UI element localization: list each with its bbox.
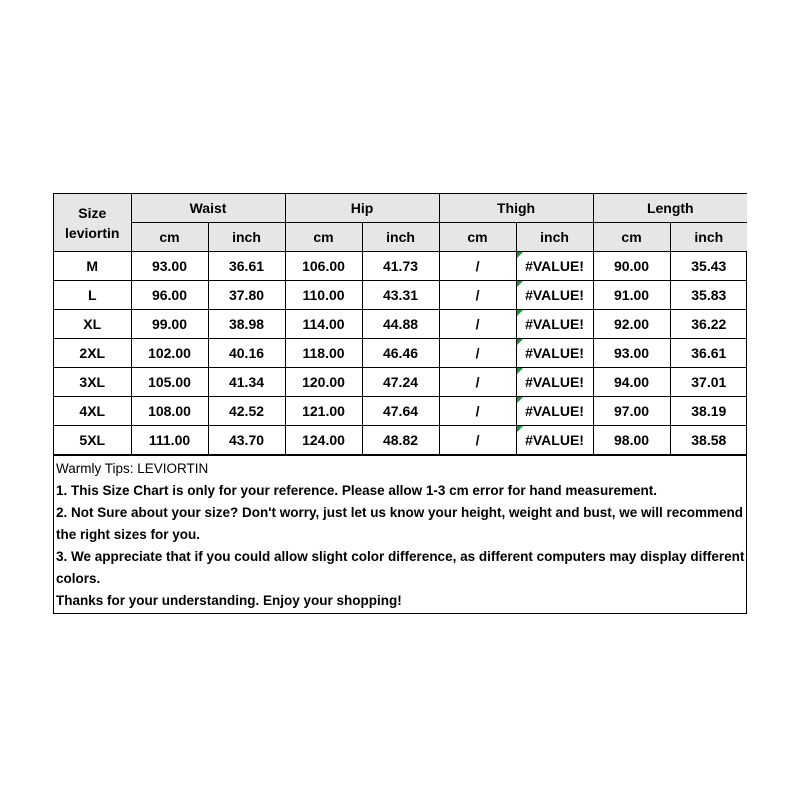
thigh-inch-cell: #VALUE! xyxy=(516,426,593,455)
header-group-row xyxy=(54,194,747,223)
thigh-inch-cell: #VALUE! xyxy=(516,310,593,339)
waist-cm-cell: 111.00 xyxy=(131,426,208,455)
header-unit-row xyxy=(54,223,747,252)
waist-inch-cell: 42.52 xyxy=(208,397,285,426)
length-inch-cell: 38.19 xyxy=(670,397,747,426)
length-cm-cell: 91.00 xyxy=(593,281,670,310)
unit-header-hip-cm: cm xyxy=(285,223,362,252)
size-cell: 4XL xyxy=(54,397,131,426)
waist-cm-cell: 96.00 xyxy=(131,281,208,310)
tips-section xyxy=(54,455,746,613)
table-row xyxy=(54,281,747,310)
thigh-inch-cell: #VALUE! xyxy=(516,281,593,310)
group-header-length: Length xyxy=(593,194,747,223)
thigh-cm-cell: / xyxy=(439,368,516,397)
thigh-cm-cell: / xyxy=(439,339,516,368)
tips-title: Warmly Tips: LEVIORTIN xyxy=(56,461,209,476)
waist-inch-cell: 38.98 xyxy=(208,310,285,339)
waist-cm-cell: 105.00 xyxy=(131,368,208,397)
hip-inch-cell: 44.88 xyxy=(362,310,439,339)
hip-inch-cell: 41.73 xyxy=(362,252,439,281)
size-chart xyxy=(53,193,747,614)
length-inch-cell: 35.43 xyxy=(670,252,747,281)
table-row xyxy=(54,426,747,455)
hip-cm-cell: 106.00 xyxy=(285,252,362,281)
unit-header-waist-inch: inch xyxy=(208,223,285,252)
waist-inch-cell: 36.61 xyxy=(208,252,285,281)
waist-inch-cell: 43.70 xyxy=(208,426,285,455)
unit-header-hip-inch: inch xyxy=(362,223,439,252)
group-header-hip: Hip xyxy=(285,194,439,223)
size-cell: M xyxy=(54,252,131,281)
tip-line-3: 3. We appreciate that if you could allow slight color difference, as different computers may display different colors. xyxy=(56,549,745,586)
thigh-cm-cell: / xyxy=(439,281,516,310)
hip-cm-cell: 124.00 xyxy=(285,426,362,455)
size-cell: 2XL xyxy=(54,339,131,368)
tip-closing: Thanks for your understanding. Enjoy your shopping! xyxy=(56,593,402,608)
group-header-waist: Waist xyxy=(131,194,285,223)
tip-line-1: 1. This Size Chart is only for your reference. Please allow 1-3 cm error for hand measurement. xyxy=(56,483,657,498)
hip-cm-cell: 114.00 xyxy=(285,310,362,339)
hip-cm-cell: 120.00 xyxy=(285,368,362,397)
length-inch-cell: 35.83 xyxy=(670,281,747,310)
length-inch-cell: 38.58 xyxy=(670,426,747,455)
length-cm-cell: 94.00 xyxy=(593,368,670,397)
size-table xyxy=(54,194,747,455)
hip-inch-cell: 47.64 xyxy=(362,397,439,426)
unit-header-length-inch: inch xyxy=(670,223,747,252)
thigh-inch-cell: #VALUE! xyxy=(516,397,593,426)
waist-inch-cell: 40.16 xyxy=(208,339,285,368)
size-cell: XL xyxy=(54,310,131,339)
length-cm-cell: 97.00 xyxy=(593,397,670,426)
table-row xyxy=(54,368,747,397)
table-row xyxy=(54,397,747,426)
thigh-cm-cell: / xyxy=(439,426,516,455)
length-cm-cell: 90.00 xyxy=(593,252,670,281)
tip-line-2: 2. Not Sure about your size? Don't worry, just let us know your height, weight and bust, we will recommend the right sizes for you. xyxy=(56,505,744,542)
hip-inch-cell: 47.24 xyxy=(362,368,439,397)
thigh-cm-cell: / xyxy=(439,310,516,339)
table-row xyxy=(54,252,747,281)
length-cm-cell: 98.00 xyxy=(593,426,670,455)
hip-inch-cell: 46.46 xyxy=(362,339,439,368)
group-header-thigh: Thigh xyxy=(439,194,593,223)
size-cell: 5XL xyxy=(54,426,131,455)
size-header-cell xyxy=(54,194,131,252)
hip-cm-cell: 121.00 xyxy=(285,397,362,426)
waist-inch-cell: 41.34 xyxy=(208,368,285,397)
size-header-line2: leviortin xyxy=(65,224,120,241)
unit-header-length-cm: cm xyxy=(593,223,670,252)
thigh-inch-cell: #VALUE! xyxy=(516,252,593,281)
size-cell: L xyxy=(54,281,131,310)
size-header-line1: Size xyxy=(78,204,107,221)
thigh-cm-cell: / xyxy=(439,397,516,426)
unit-header-waist-cm: cm xyxy=(131,223,208,252)
waist-cm-cell: 93.00 xyxy=(131,252,208,281)
length-inch-cell: 36.22 xyxy=(670,310,747,339)
waist-cm-cell: 99.00 xyxy=(131,310,208,339)
length-inch-cell: 37.01 xyxy=(670,368,747,397)
unit-header-thigh-inch: inch xyxy=(516,223,593,252)
length-cm-cell: 93.00 xyxy=(593,339,670,368)
thigh-inch-cell: #VALUE! xyxy=(516,339,593,368)
table-row xyxy=(54,310,747,339)
length-cm-cell: 92.00 xyxy=(593,310,670,339)
thigh-inch-cell: #VALUE! xyxy=(516,368,593,397)
hip-cm-cell: 110.00 xyxy=(285,281,362,310)
waist-cm-cell: 102.00 xyxy=(131,339,208,368)
hip-inch-cell: 48.82 xyxy=(362,426,439,455)
table-row xyxy=(54,339,747,368)
size-cell: 3XL xyxy=(54,368,131,397)
waist-inch-cell: 37.80 xyxy=(208,281,285,310)
thigh-cm-cell: / xyxy=(439,252,516,281)
unit-header-thigh-cm: cm xyxy=(439,223,516,252)
length-inch-cell: 36.61 xyxy=(670,339,747,368)
waist-cm-cell: 108.00 xyxy=(131,397,208,426)
hip-cm-cell: 118.00 xyxy=(285,339,362,368)
hip-inch-cell: 43.31 xyxy=(362,281,439,310)
